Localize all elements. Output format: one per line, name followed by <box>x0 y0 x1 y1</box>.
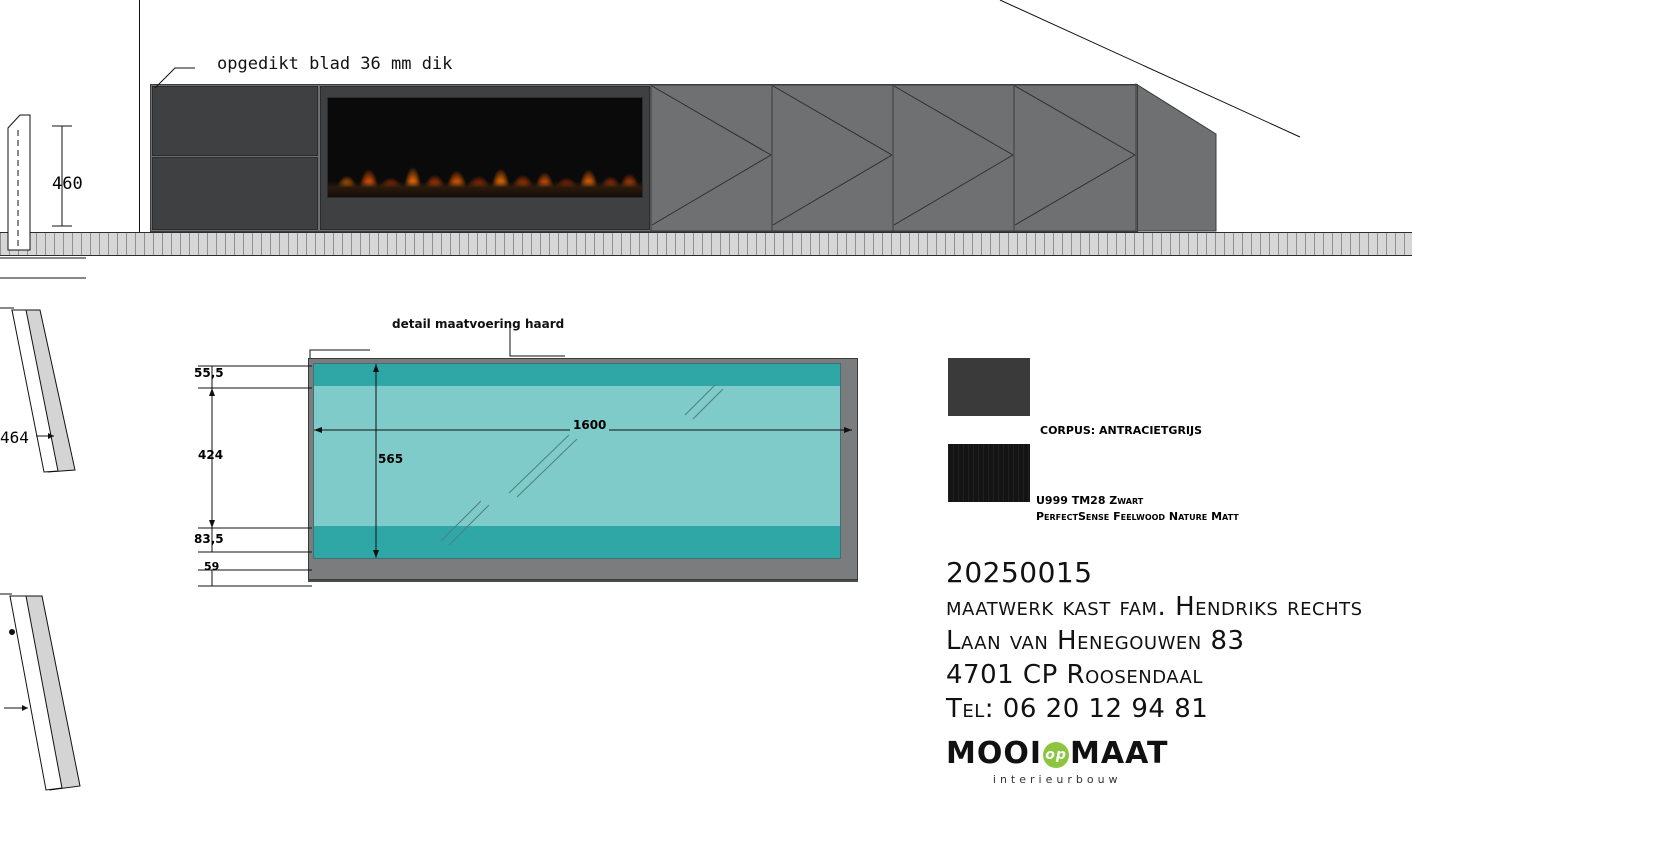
fireplace-embers <box>328 181 642 197</box>
detail-view <box>180 317 920 610</box>
shelf-bays <box>651 85 1138 232</box>
dimension-460-label: 460 <box>52 174 83 194</box>
title-block <box>946 556 1586 736</box>
dimension-1600-label: 1600 <box>570 418 609 432</box>
swatch-u999-caption-line1: U999 TM28 Zwart <box>1036 494 1144 507</box>
left-section-top <box>0 110 90 270</box>
dimension-glass-height-label: 424 <box>198 448 224 462</box>
logo-word-right: MAAT <box>1070 736 1169 771</box>
drawer-upper <box>152 86 318 156</box>
right-slope-block <box>1136 84 1316 234</box>
logo-wordmark <box>946 736 1168 771</box>
swatch-u999-caption-line2: PerfectSense Feelwood Nature Matt <box>1036 510 1239 523</box>
dimension-464-arrow <box>36 428 58 444</box>
detail-dimension-chain <box>190 354 316 594</box>
electric-fireplace <box>327 97 643 198</box>
project-number: 20250015 <box>946 556 1093 589</box>
swatch-corpus-antracietgrijs <box>948 358 1030 416</box>
dimension-left-bottom-arrow <box>0 700 34 716</box>
dimension-plinth-label: 59 <box>204 560 220 573</box>
swatch-u999-tm28-zwart <box>948 444 1030 502</box>
dimension-565-label: 565 <box>378 452 404 466</box>
wall-line <box>139 0 140 232</box>
logo-tagline: interieurbouw <box>992 773 1122 786</box>
left-section-middle <box>0 300 100 490</box>
note-opgedikt-blad: opgedikt blad 36 mm dik <box>217 54 453 74</box>
material-legend <box>948 358 1368 538</box>
dimension-top-band-label: 55,5 <box>194 366 224 380</box>
swatch-corpus-caption: CORPUS: ANTRACIETGRIJS <box>1040 424 1203 437</box>
dimension-565 <box>366 360 386 576</box>
elevation-view <box>0 0 1360 260</box>
note-detail-maatvoering: detail maatvoering haard <box>392 317 565 331</box>
project-city: 4701 CP Roosendaal <box>946 660 1203 690</box>
detail-plinth <box>308 580 858 582</box>
project-name: maatwerk kast fam. Hendriks rechts <box>946 592 1363 622</box>
dimension-bottom-band-label: 83,5 <box>194 532 224 546</box>
floor-hatch <box>0 232 1412 256</box>
company-logo <box>946 736 1168 786</box>
project-phone: Tel: 06 20 12 94 81 <box>946 694 1209 724</box>
drawer-lower <box>152 157 318 230</box>
logo-word-left: MOOI <box>946 736 1043 771</box>
project-street: Laan van Henegouwen 83 <box>946 626 1245 656</box>
logo-badge-op: op <box>1043 742 1069 768</box>
dimension-464-label: 464 <box>0 428 29 447</box>
